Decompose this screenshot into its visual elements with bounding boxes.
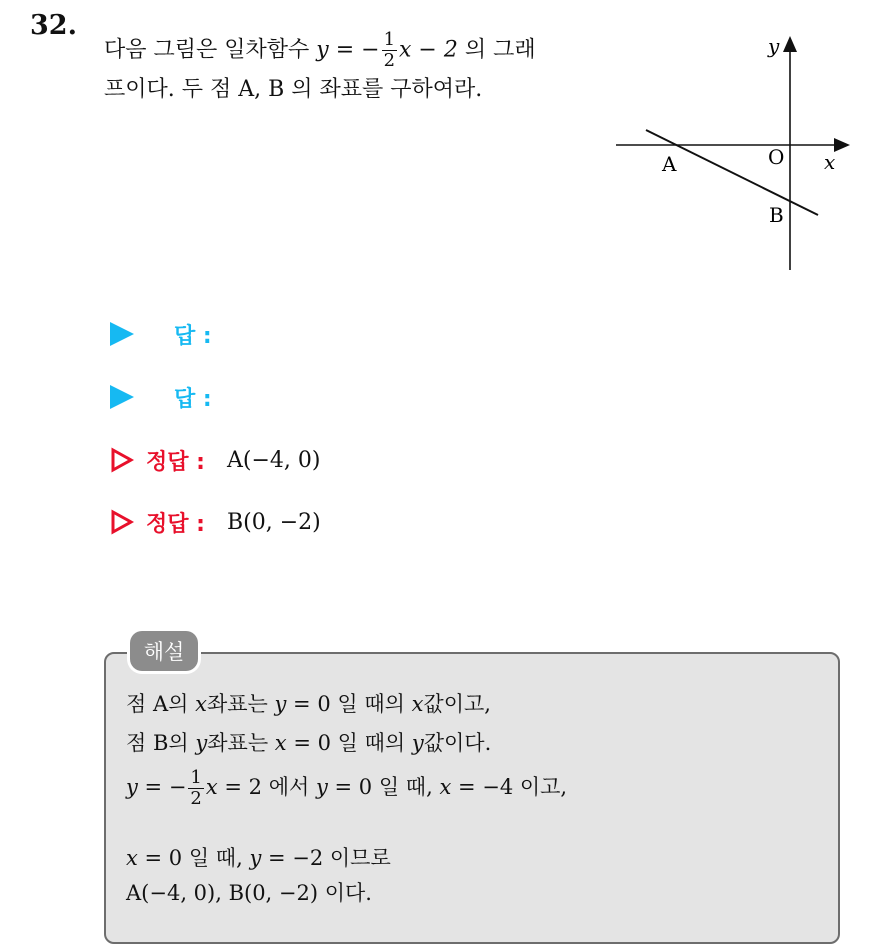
frac-denominator: 2	[383, 50, 396, 71]
question-text-before: 다음 그림은 일차함수	[104, 37, 310, 63]
solution-line-3: y = − $\frac{1}{2}$ x = 2 에서 y = 0 일 때, x = −4 이고,	[126, 767, 568, 809]
origin-label: O	[768, 145, 785, 169]
eq-fraction	[382, 30, 397, 71]
correct-answer-value: A(−4, 0)	[226, 447, 321, 473]
eq-x-rest: x − 2	[399, 37, 458, 63]
function-graph	[612, 30, 862, 275]
question-number: 32.	[30, 10, 77, 41]
solution-line-2: 점 B의 y좌표는 x = 0 일 때의 y값이다.	[126, 731, 492, 755]
correct-answer-label: 정답 :	[146, 511, 205, 537]
answer-label: 답 :	[174, 323, 212, 349]
point-b-label: B	[769, 203, 784, 227]
y-axis-arrow	[783, 36, 797, 52]
x-axis-arrow	[834, 138, 850, 152]
question-line-1	[104, 30, 536, 71]
outline-triangle-icon	[110, 509, 134, 535]
correct-answer-value: B(0, −2)	[226, 509, 321, 535]
solution-line-5: A(−4, 0), B(0, −2) 이다.	[126, 881, 372, 905]
solution-line-4: x = 0 일 때, y = −2 이므로	[126, 846, 391, 870]
solution-tab: 해설	[130, 631, 198, 671]
solution-fraction: $\frac{1}{2}$	[190, 767, 202, 809]
play-triangle-icon	[110, 385, 134, 409]
x-axis-label: x	[824, 150, 836, 174]
frac-numerator: 1	[383, 29, 396, 50]
correct-answer-label: 정답 :	[146, 449, 205, 475]
point-a-label: A	[662, 152, 677, 176]
correct-answer-row-1	[110, 443, 320, 477]
eq-y: y	[316, 37, 329, 63]
correct-answer-row-2	[110, 505, 321, 539]
answer-label: 답 :	[174, 386, 212, 412]
question-text-after: 의 그래	[464, 37, 536, 63]
question-line-2: 프이다. 두 점 A, B 의 좌표를 구하여라.	[104, 77, 483, 102]
eq-equals-minus: = −	[328, 37, 380, 63]
solution-line-1: 점 A의 x좌표는 y = 0 일 때의 x값이고,	[126, 692, 491, 716]
outline-triangle-icon	[110, 447, 134, 473]
answer-row-1	[110, 317, 212, 351]
y-axis-label: y	[768, 34, 780, 58]
answer-row-2	[110, 380, 212, 414]
play-triangle-icon	[110, 322, 134, 346]
